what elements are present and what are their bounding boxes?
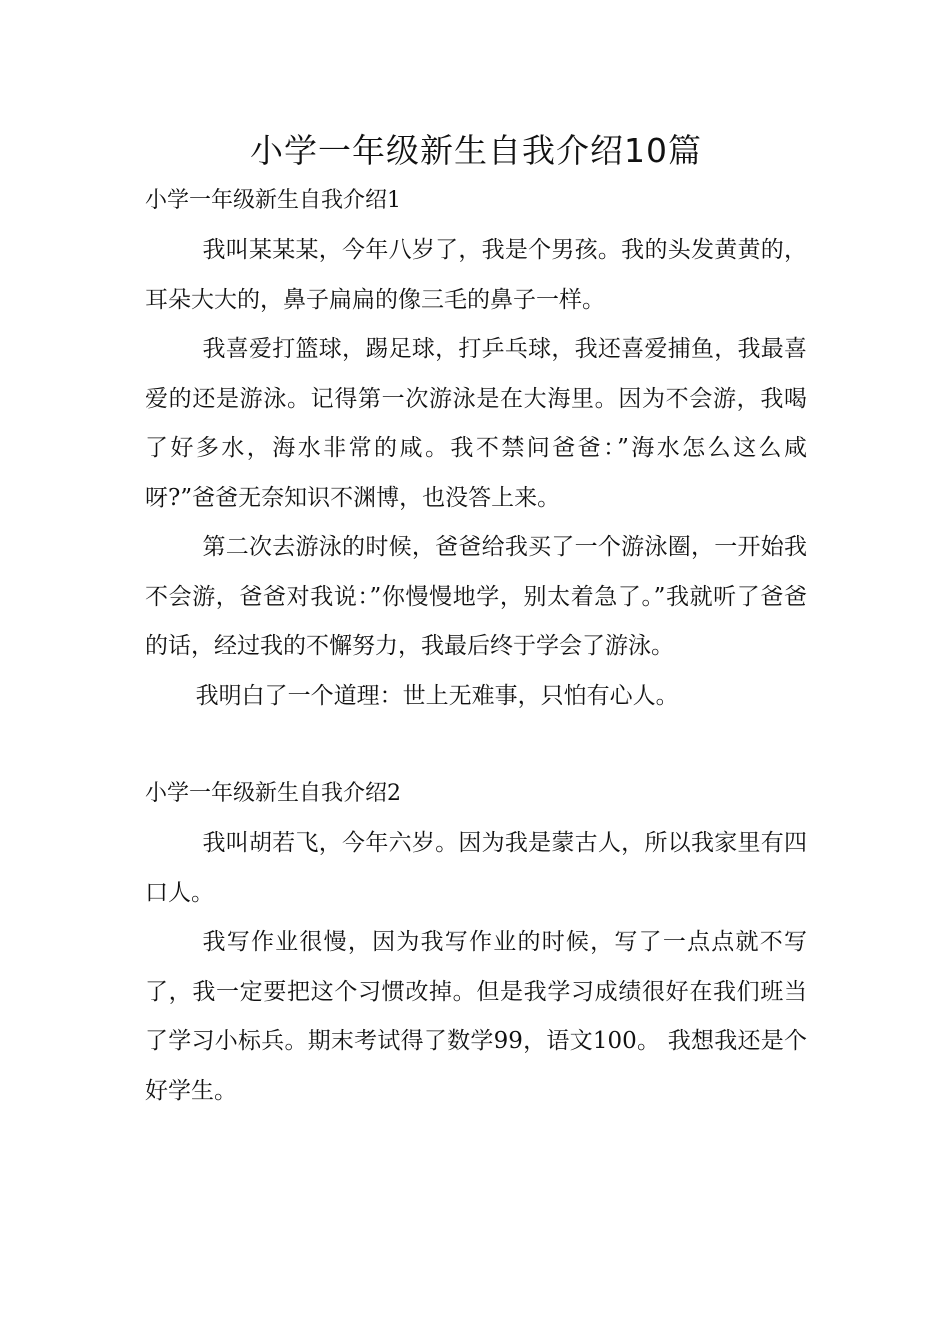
section-spacer [145,721,807,769]
section-heading: 小学一年级新生自我介绍1 [145,188,401,213]
paragraph: 我叫胡若飞，今年六岁。因为我是蒙古人，所以我家里有四口人。 [145,830,807,906]
document-title: 小学一年级新生自我介绍10篇 [250,131,702,170]
section-2 [145,769,807,1116]
paragraph: 我写作业很慢，因为我写作业的时候，写了一点点就不写了，我一定要把这个习惯改掉。但是我学习成绩很好在我们班当了学习小标兵。期末考试得了数学99，语文100。 我想我还是个好学生。 [145,929,807,1104]
paragraph: 我叫某某某，今年八岁了，我是个男孩。我的头发黄黄的，耳朵大大的，鼻子扁扁的像三毛的鼻子一样。 [145,237,807,313]
paragraph: 我明白了一个道理：世上无难事，只怕有心人。 [195,682,679,709]
paragraph: 我喜爱打篮球，踢足球，打乒乓球，我还喜爱捕鱼，我最喜爱的还是游泳。记得第一次游泳是在大海里。因为不会游，我喝了好多水，海水非常的咸。我不禁问爸爸：”海水怎么这么咸呀?”爸爸无奈知识不渊博，也没答上来。 [145,336,807,511]
document-page [145,126,807,1116]
paragraph: 第二次去游泳的时候，爸爸给我买了一个游泳圈，一开始我不会游，爸爸对我说：”你慢慢地学，别太着急了。”我就听了爸爸的话，经过我的不懈努力，我最后终于学会了游泳。 [145,534,807,659]
section-heading: 小学一年级新生自我介绍2 [145,781,401,806]
section-1 [145,176,807,721]
